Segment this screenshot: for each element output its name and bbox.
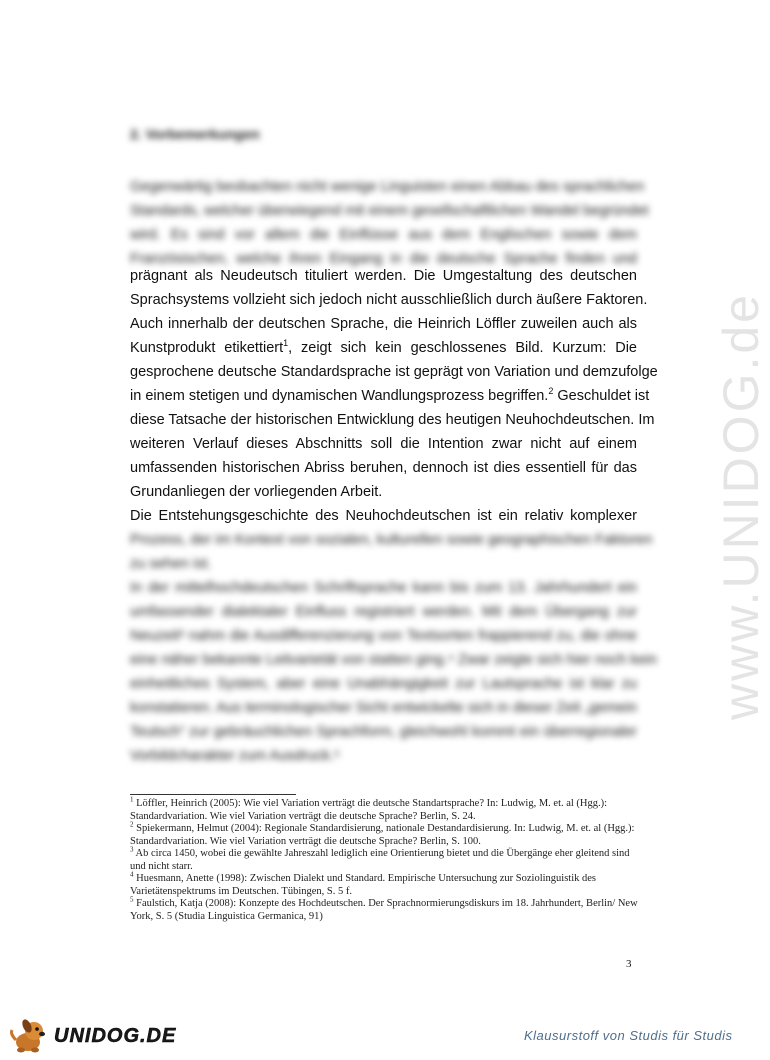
footnote: $^5$ Faulstich, Katja (2008): Konzepte des Hochdeutschen. Der Sprachnormierungsdiskurs im 18. Jahrhundert, Berlin/ New York, S. 5 (Studia Linguistica Germanica, 91)	[130, 895, 638, 922]
blurred-line: Prozess, der im Kontext von sozialen, kulturellen sowie geographischen Faktoren	[130, 532, 653, 548]
blurred-line: wird. Es sind vor allem die Einflüsse aus dem Englischen sowie dem	[130, 227, 637, 243]
body-line: umfassenden historischen Abriss beruhen, dennoch ist dies essentiell für das	[130, 460, 637, 476]
unidog-logo[interactable]	[8, 1018, 176, 1054]
blurred-line: Standards, welcher überwiegend mit einem gesellschaftlichen Wandel begründet	[130, 203, 649, 219]
blurred-line: Vorbildcharakter zum Ausdruck.⁵	[130, 748, 340, 764]
page-number: 3	[626, 958, 632, 970]
footnote-separator	[130, 794, 296, 795]
body-line: Auch innerhalb der deutschen Sprache, die Heinrich Löffler zuweilen auch als	[130, 316, 637, 332]
blurred-line: Gegenwärtig beobachten nicht wenige Linguisten einen Abbau des sprachlichen	[130, 179, 645, 195]
footnote: $^4$ Huesmann, Anette (1998): Zwischen Dialekt und Standard. Empirische Untersuchung zur Soziolinguistik des Varietätenspektrums im Deutschen. Tübingen, S. 5 f.	[130, 870, 596, 897]
footnote-marker: 1	[283, 338, 289, 349]
body-line: diese Tatsache der historischen Entwicklung des heutigen Neuhochdeutschen. Im	[130, 412, 655, 428]
footnote-number: 3	[130, 845, 134, 854]
footnote: $^3$ Ab circa 1450, wobei die gewählte Jahreszahl lediglich eine Orientierung bietet und die Übergänge eher gleitend sind und nicht starr.	[130, 845, 630, 872]
blurred-line: Teutsch“ zur gebräuchlichen Sprachform, gleichwohl kommt ein überregionaler	[130, 724, 637, 740]
footnote-marker: 2	[548, 386, 554, 397]
blurred-line: Französischen, welche ihren Eingang in die deutsche Sprache finden und	[130, 251, 637, 267]
body-line: Grundanliegen der vorliegenden Arbeit.	[130, 484, 383, 500]
footnote-number: 5	[130, 895, 134, 904]
blurred-line: eine näher bekannte Leitvarietät von statten ging.⁴ Zwar zeigte sich hier noch kein	[130, 652, 657, 668]
blurred-line: einheitliches System, aber eine Unabhängigkeit zur Lautsprache ist klar zu	[130, 676, 637, 692]
watermark: www.UNIDOG.de	[713, 292, 769, 720]
body-line: gesprochene deutsche Standardsprache ist geprägt von Variation und demzufolge	[130, 364, 658, 380]
footnote-number: 1	[130, 795, 134, 804]
blurred-line: umfassender dialektaler Einfluss registriert werden. Mit dem Übergang zur	[130, 604, 637, 620]
blurred-line: zu sehen ist.	[130, 556, 212, 572]
body-line: in einem stetigen und dynamischen Wandlungsprozess begriffen.$^2$ Geschuldet ist	[130, 386, 650, 404]
footnote-number: 4	[130, 870, 134, 879]
blurred-line: konstatieren. Aus terminologischer Sicht entwickelte sich in dieser Zeit „gemein	[130, 700, 637, 716]
body-line: Sprachsystems vollzieht sich jedoch nicht ausschließlich durch äußere Faktoren.	[130, 292, 648, 308]
body-line: Kunstprodukt etikettiert$^1$, zeigt sich kein geschlossenes Bild. Kurzum: Die	[130, 338, 637, 356]
dog-mascot-icon	[8, 1018, 52, 1054]
logo-text: UNIDOG.DE	[54, 1024, 177, 1047]
footnote: $^2$ Spiekermann, Helmut (2004): Regionale Standardisierung, nationale Destandardisierung. In: Ludwig, M. et. al (Hgg.): Standardvariation. Wie viel Variation verträgt die deutsche Sprache? Berlin, S. 100.	[130, 820, 635, 847]
blurred-line: In der mittelhochdeutschen Schriftsprache kann bis zum 13. Jahrhundert ein	[130, 580, 637, 596]
section-heading: 2. Vorbemerkungen	[130, 126, 260, 142]
footnote-number: 2	[130, 820, 134, 829]
body-line: Die Entstehungsgeschichte des Neuhochdeutschen ist ein relativ komplexer	[130, 508, 637, 524]
blurred-line: Neuzeit³ nahm die Ausdifferenzierung von Textsorten frappierend zu, die ohne	[130, 628, 637, 644]
slogan: Klausurstoff von Studis für Studis	[524, 1028, 733, 1043]
footnotes	[130, 795, 640, 923]
footnote: $^1$ Löffler, Heinrich (2005): Wie viel Variation verträgt die deutsche Standartsprache? In: Ludwig, M. et. al (Hgg.): Standardvariation. Wie viel Variation verträgt die deutsche Sprache? Berlin, S. 24.	[130, 795, 608, 822]
body-line: prägnant als Neudeutsch tituliert werden. Die Umgestaltung des deutschen	[130, 268, 637, 284]
body-line: weiteren Verlauf dieses Abschnitts soll die Intention zwar nicht auf einem	[130, 436, 637, 452]
